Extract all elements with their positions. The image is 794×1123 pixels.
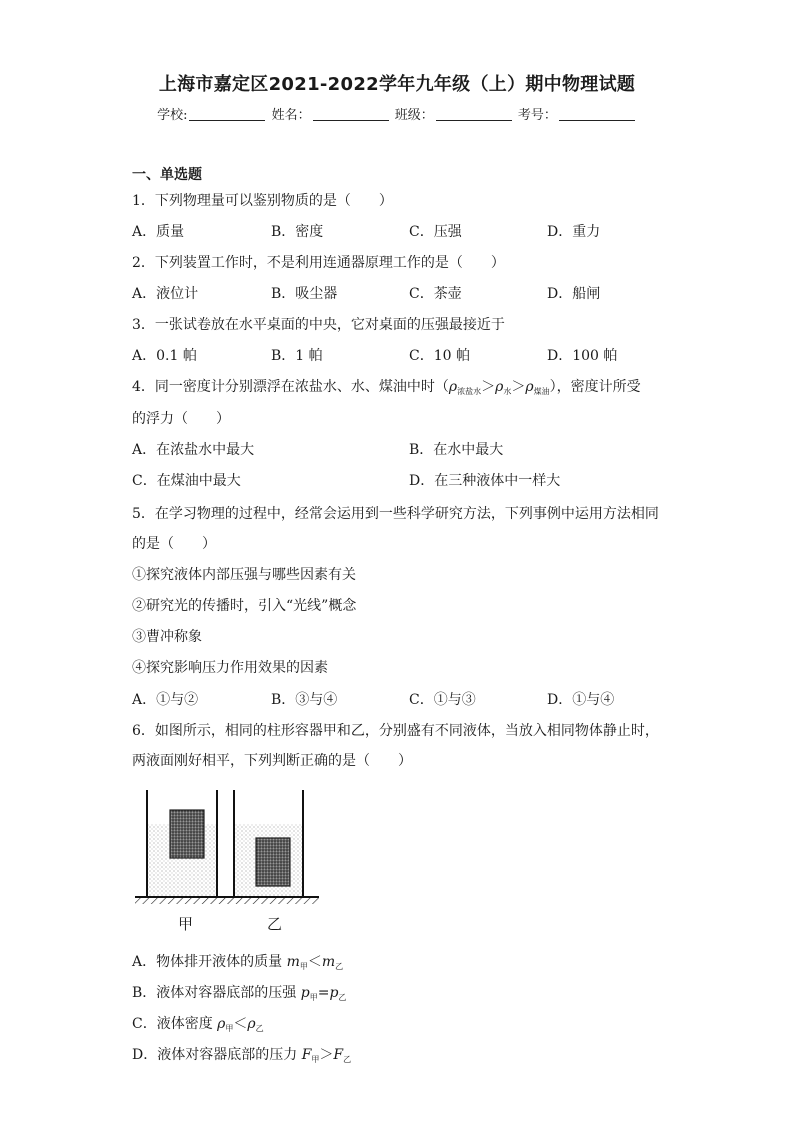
q4-stem-b: ），密度计所受 [549,379,641,395]
q1-option-c: C．压强 [409,224,462,240]
q6-option-a [132,953,343,976]
q2-option-d: D．船闸 [547,286,601,302]
cmp-c: ＜ [233,1016,248,1032]
school-blank[interactable] [189,107,265,121]
q3-option-a: A．0.1 帕 [132,348,197,364]
school-label: 学校: [157,108,188,123]
containers-figure [133,786,323,920]
q2-stem: 2．下列装置工作时，不是利用连通器原理工作的是（ ） [132,255,505,271]
q4-stem-line2: 的浮力（ ） [132,411,230,427]
sub-jia-a: 甲 [299,962,308,971]
rho-subscript-brine: 浓盐水 [457,387,482,396]
rho-subscript-kerosene: 煤油 [533,387,550,396]
q3-stem: 3．一张试卷放在水平桌面的中央，它对桌面的压强最接近于 [132,317,505,333]
q6-option-d-text: D．液体对容器底部的压力 [132,1047,302,1063]
sub-jia-c: 甲 [225,1024,234,1033]
var-m-yi: m [321,954,336,970]
q1-option-d: D．重力 [547,224,601,240]
q3-option-c: C．10 帕 [409,348,470,364]
q5-option-b: B．③与④ [271,692,338,708]
q4-option-d: D．在三种液体中一样大 [409,473,561,489]
var-p-jia: p [300,985,310,1001]
sub-jia-d: 甲 [311,1055,320,1064]
block-yi [256,838,290,886]
number-blank[interactable] [559,107,635,121]
q2-option-b: B．吸尘器 [271,286,338,302]
var-rho-yi: ρ [247,1016,256,1032]
containers-diagram [133,786,323,916]
q3-option-b: B．1 帕 [271,348,323,364]
q5-stem-line1: 5．在学习物理的过程中，经常会运用到一些科学研究方法，下列事例中运用方法相同 [132,506,659,522]
sub-yi-a: 乙 [335,962,344,971]
page-title: 上海市嘉定区2021-2022学年九年级（上）期中物理试题 [158,74,636,95]
number-label: 考号： [517,108,557,123]
sub-yi-c: 乙 [255,1024,264,1033]
rho-symbol-1: ρ [448,379,458,395]
rho-symbol-2: ρ [495,379,504,395]
q5-stem-line2: 的是（ ） [132,536,216,552]
q5-option-d: D．①与④ [547,692,615,708]
q4-option-a: A．在浓盐水中最大 [132,442,255,458]
var-f-jia: F [301,1047,312,1063]
q5-item-1: ①探究液体内部压强与哪些因素有关 [132,567,356,583]
q4-stem-line1 [132,378,641,401]
q1-option-a: A．质量 [132,224,185,240]
section-title: 一、单选题 [132,167,202,183]
var-p-yi: p [329,985,339,1001]
cmp-b: = [317,985,330,1001]
q4-option-b: B．在水中最大 [409,442,504,458]
label-jia: 甲 [178,915,194,933]
q6-option-d [132,1046,351,1069]
q6-option-a-text: A．物体排开液体的质量 [132,954,287,970]
q6-option-b [132,984,346,1007]
cmp-d: ＞ [319,1047,334,1063]
ground-hatch [135,898,319,904]
sub-yi-d: 乙 [343,1055,352,1064]
q5-option-a: A．①与② [132,692,199,708]
var-rho-jia: ρ [217,1016,226,1032]
class-blank[interactable] [436,107,512,121]
sub-jia-b: 甲 [309,993,318,1002]
q5-item-2: ②研究光的传播时，引入“光线”概念 [132,598,357,614]
q6-option-c [132,1015,264,1038]
q6-stem-line2: 两液面刚好相平，下列判断正确的是（ ） [132,753,412,769]
label-yi: 乙 [267,915,283,933]
name-blank[interactable] [313,107,389,121]
greater-than-1: ＞ [481,379,496,395]
q5-item-4: ④探究影响压力作用效果的因素 [132,660,328,676]
var-f-yi: F [333,1047,344,1063]
student-info-line [0,104,794,123]
q4-option-c: C．在煤油中最大 [132,473,241,489]
class-label: 班级： [394,108,434,123]
q2-option-a: A．液位计 [132,286,199,302]
greater-than-2: ＞ [511,379,526,395]
q1-option-b: B．密度 [271,224,324,240]
q5-item-3: ③曹冲称象 [132,629,202,645]
q3-option-d: D．100 帕 [547,348,618,364]
rho-subscript-water: 水 [503,387,512,396]
q1-stem: 1．下列物理量可以鉴别物质的是（ ） [132,193,393,209]
q5-option-c: C．①与③ [409,692,476,708]
rho-symbol-3: ρ [525,379,534,395]
var-m-jia: m [286,954,300,970]
q2-option-c: C．茶壶 [409,286,462,302]
q4-stem-a: 4．同一密度计分别漂浮在浓盐水、水、煤油中时（ [132,379,449,395]
q6-option-c-text: C．液体密度 [132,1016,218,1032]
q6-option-b-text: B．液体对容器底部的压强 [132,985,301,1001]
cmp-a: ＜ [307,954,322,970]
name-label: 姓名： [271,108,311,123]
block-jia [170,810,204,858]
sub-yi-b: 乙 [338,993,347,1002]
q6-stem-line1: 6．如图所示，相同的柱形容器甲和乙，分别盛有不同液体，当放入相同物体静止时， [132,723,659,739]
